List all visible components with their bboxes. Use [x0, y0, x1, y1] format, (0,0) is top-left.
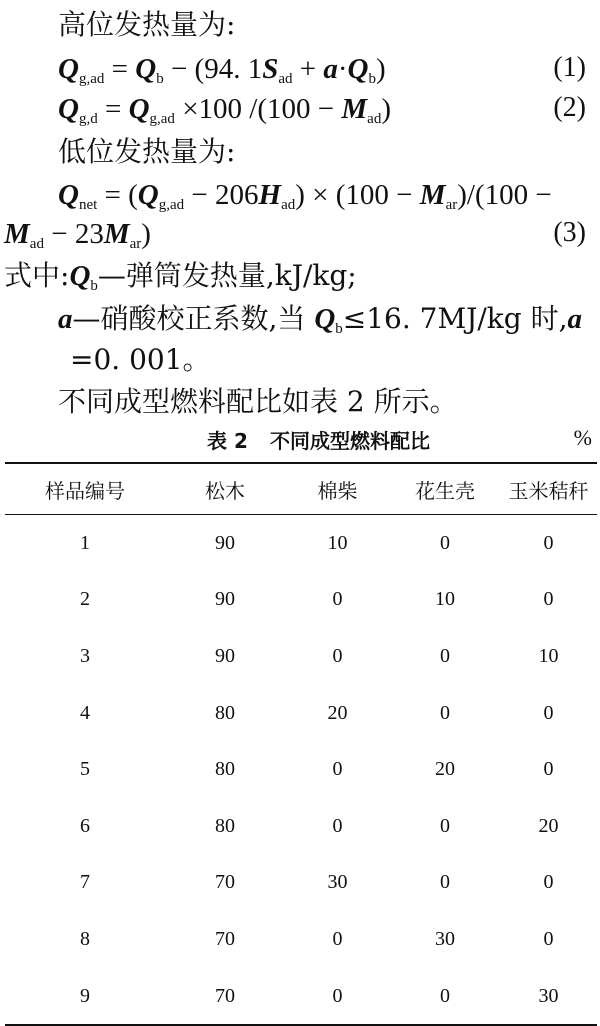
- table-row: [5, 685, 597, 742]
- cell: 80: [215, 758, 235, 781]
- cell: 10: [538, 644, 559, 667]
- cell: 10: [327, 531, 348, 554]
- where-a-condition: ≤16. 7MJ/kg 时,: [342, 302, 568, 335]
- equation-3-line-2: $M_{ad} - 23M_{ar}$): [4, 218, 151, 252]
- table-row: [5, 628, 597, 685]
- table-row: [5, 968, 597, 1026]
- cell: 4: [80, 701, 90, 724]
- cell: 9: [80, 984, 90, 1007]
- cell: 20: [435, 758, 455, 781]
- header-sample-id: 样品编号: [45, 478, 125, 503]
- cell: 90: [215, 531, 235, 554]
- cell: 0: [440, 531, 450, 554]
- header-cotton-stalk: 棉柴: [317, 478, 358, 503]
- cell: 0: [332, 814, 343, 837]
- cell: 0: [332, 927, 343, 950]
- cell: 0: [440, 984, 450, 1007]
- cell: 5: [80, 758, 90, 781]
- where-clause-a: a—硝酸校正系数,当 $Q_b\le 16$. 7MJ/kg 时,a: [58, 302, 582, 337]
- mix-ratio-table: [5, 462, 597, 1026]
- cell: 0: [440, 871, 450, 894]
- where-lead: 式中:: [4, 259, 70, 292]
- equation-1-number: (1): [553, 52, 586, 83]
- cell: 7: [80, 871, 90, 894]
- cell: 0: [543, 588, 554, 611]
- cell: 0: [440, 814, 450, 837]
- cell: 20: [327, 701, 348, 724]
- table-caption-title: 不同成型燃料配比: [270, 429, 430, 453]
- cell: 80: [215, 701, 235, 724]
- cell: 30: [327, 871, 348, 894]
- cell: 70: [215, 927, 235, 950]
- table-caption-number: 表 2: [207, 429, 248, 453]
- where-a-value: =0. 001。: [70, 343, 211, 376]
- high-heat-heading: 高位发热量为:: [58, 8, 236, 41]
- cell: 90: [215, 644, 235, 667]
- table-intro: 不同成型燃料配比如表 2 所示。: [58, 385, 458, 418]
- equation-2-number: (2): [553, 92, 586, 123]
- cell: 0: [543, 927, 554, 950]
- where-a-var2: a: [567, 303, 582, 335]
- cell: 6: [80, 814, 90, 837]
- cell: 0: [332, 588, 343, 611]
- where-a-desc: —硝酸校正系数,当: [72, 302, 306, 335]
- cell: 0: [332, 984, 343, 1007]
- cell: 20: [538, 814, 559, 837]
- cell: 8: [80, 927, 90, 950]
- header-pine: 松木: [205, 478, 245, 503]
- cell: 0: [543, 871, 554, 894]
- cell: 70: [215, 871, 235, 894]
- cell: 80: [215, 814, 235, 837]
- cell: 0: [332, 758, 343, 781]
- table-unit: %: [573, 425, 592, 450]
- table-header-row: [5, 463, 597, 515]
- cell: 0: [543, 758, 554, 781]
- low-heat-heading: 低位发热量为:: [58, 135, 236, 168]
- cell: 0: [440, 644, 450, 667]
- table-row: [5, 741, 597, 798]
- header-peanut-shell: 花生壳: [415, 478, 475, 503]
- header-corn-stalk: 玉米秸秆: [508, 478, 589, 503]
- cell: 0: [543, 701, 554, 724]
- cell: 0: [543, 531, 554, 554]
- table-row: [5, 855, 597, 912]
- table-row: [5, 515, 597, 572]
- equation-2: $Q_{g,d} = Q_{g,ad} \times 100$ $/(100 - M_{ad})$: [58, 93, 392, 127]
- where-a-var: a: [58, 303, 73, 335]
- cell: 70: [215, 984, 235, 1007]
- where-clause-qb: 式中$:Q_b—$弹筒发热量,kJ/kg;: [4, 259, 357, 294]
- where-qb-desc: —弹筒发热量,kJ/kg;: [97, 259, 357, 292]
- cell: 1: [80, 531, 90, 554]
- cell: 0: [440, 701, 450, 724]
- table-row: [5, 911, 597, 968]
- equation-1: $Q_{g,ad} = Q_b - (94$. $1S_{ad} + a\cdot Q_b$): [58, 53, 386, 87]
- cell: 90: [215, 588, 235, 611]
- cell: 30: [538, 984, 559, 1007]
- cell: 30: [435, 927, 455, 950]
- equation-3-number: (3): [553, 217, 586, 248]
- cell: 0: [332, 644, 343, 667]
- cell: 10: [435, 588, 455, 611]
- cell: 2: [80, 588, 90, 611]
- table-row: [5, 798, 597, 855]
- cell: 3: [80, 644, 90, 667]
- table-row: [5, 572, 597, 629]
- equation-3-line-1: $Q_{net} = (Q_{g,ad} - 206H_{ad}) \times (100 - M_{ar})/(100$ −: [58, 179, 552, 213]
